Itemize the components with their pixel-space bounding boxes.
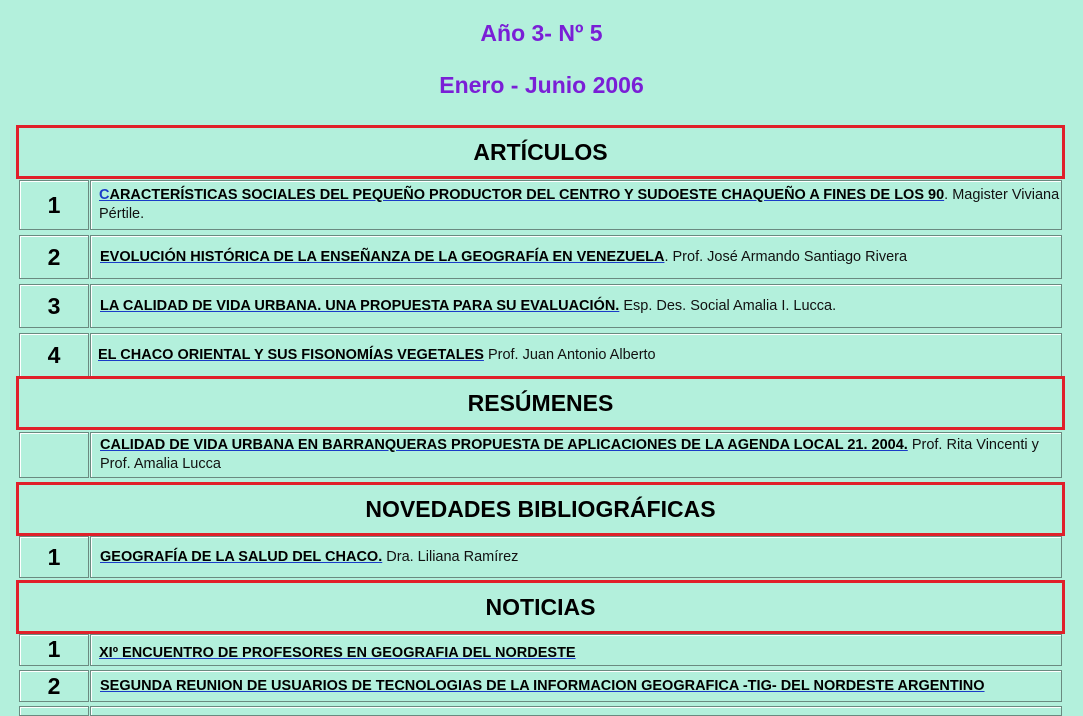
novedad-author: Dra. Liliana Ramírez <box>382 548 519 565</box>
article-author: . Magister Viviana Pértile. <box>99 187 1060 222</box>
row-number: 2 <box>19 670 89 702</box>
table-row <box>19 536 1062 578</box>
article-author: . Prof. José Armando Santiago Rivera <box>664 248 908 265</box>
row-number: 1 <box>19 180 89 230</box>
issue-title: Año 3- Nº 5 <box>480 20 603 46</box>
table-row <box>19 235 1062 279</box>
table-row <box>19 432 1062 478</box>
section-header-novedades: NOVEDADES BIBLIOGRÁFICAS <box>16 482 1065 536</box>
row-number: 2 <box>19 235 89 279</box>
row-content <box>90 536 1062 578</box>
article-author: Esp. Des. Social Amalia I. Lucca. <box>619 297 837 314</box>
article-author: Prof. Juan Antonio Alberto <box>483 346 656 363</box>
row-content <box>90 235 1062 279</box>
table-row <box>19 670 1062 702</box>
row-number: 3 <box>19 284 89 328</box>
novedad-link-1[interactable]: GEOGRAFÍA DE LA SALUD DEL CHACO. <box>100 548 383 565</box>
row-content <box>90 432 1062 478</box>
row-content <box>90 180 1062 230</box>
article-link-2[interactable]: EVOLUCIÓN HISTÓRICA DE LA ENSEÑANZA DE LA GEOGRAFÍA EN VENEZUELA <box>100 248 665 265</box>
article-link-4[interactable]: EL CHACO ORIENTAL Y SUS FISONOMÍAS VEGETALES <box>98 346 484 363</box>
row-content <box>90 284 1062 328</box>
noticia-link-1[interactable]: XIº ENCUENTRO DE PROFESORES EN GEOGRAFIA DEL NORDESTE <box>99 645 576 661</box>
row-number: 1 <box>19 536 89 578</box>
row-number: 1 <box>19 634 89 666</box>
table-row <box>19 284 1062 328</box>
noticia-link-2[interactable]: SEGUNDA REUNION DE USUARIOS DE TECNOLOGIAS DE LA INFORMACION GEOGRAFICA -TIG- DEL NORDESTE ARGENTINO <box>100 677 985 694</box>
row-number: 4 <box>19 333 89 377</box>
table-row <box>19 634 1062 666</box>
resumen-link-1[interactable]: CALIDAD DE VIDA URBANA EN BARRANQUERAS PROPUESTA DE APLICACIONES DE LA AGENDA LOCAL 21. 2004. <box>100 437 908 453</box>
table-row <box>19 333 1062 377</box>
section-header-articulos: ARTÍCULOS <box>16 125 1065 179</box>
row-number <box>19 706 89 716</box>
period-title: Enero - Junio 2006 <box>439 72 644 98</box>
section-header-resumenes: RESÚMENES <box>16 376 1065 430</box>
table-row <box>19 180 1062 230</box>
section-header-noticias: NOTICIAS <box>16 580 1065 634</box>
article-link-3[interactable]: LA CALIDAD DE VIDA URBANA. UNA PROPUESTA PARA SU EVALUACIÓN. <box>100 297 620 314</box>
row-content <box>90 670 1062 702</box>
row-content <box>90 706 1062 716</box>
row-number <box>19 432 89 478</box>
article-link-1[interactable]: CARACTERÍSTICAS SOCIALES DEL PEQUEÑO PRODUCTOR DEL CENTRO Y SUDOESTE CHAQUEÑO A FINES DE LOS 90 <box>99 187 945 203</box>
row-content <box>90 333 1062 377</box>
row-content <box>90 634 1062 666</box>
resumen-author: Prof. Rita Vincenti y Prof. Amalia Lucca <box>100 437 1039 472</box>
table-row <box>19 706 1062 716</box>
